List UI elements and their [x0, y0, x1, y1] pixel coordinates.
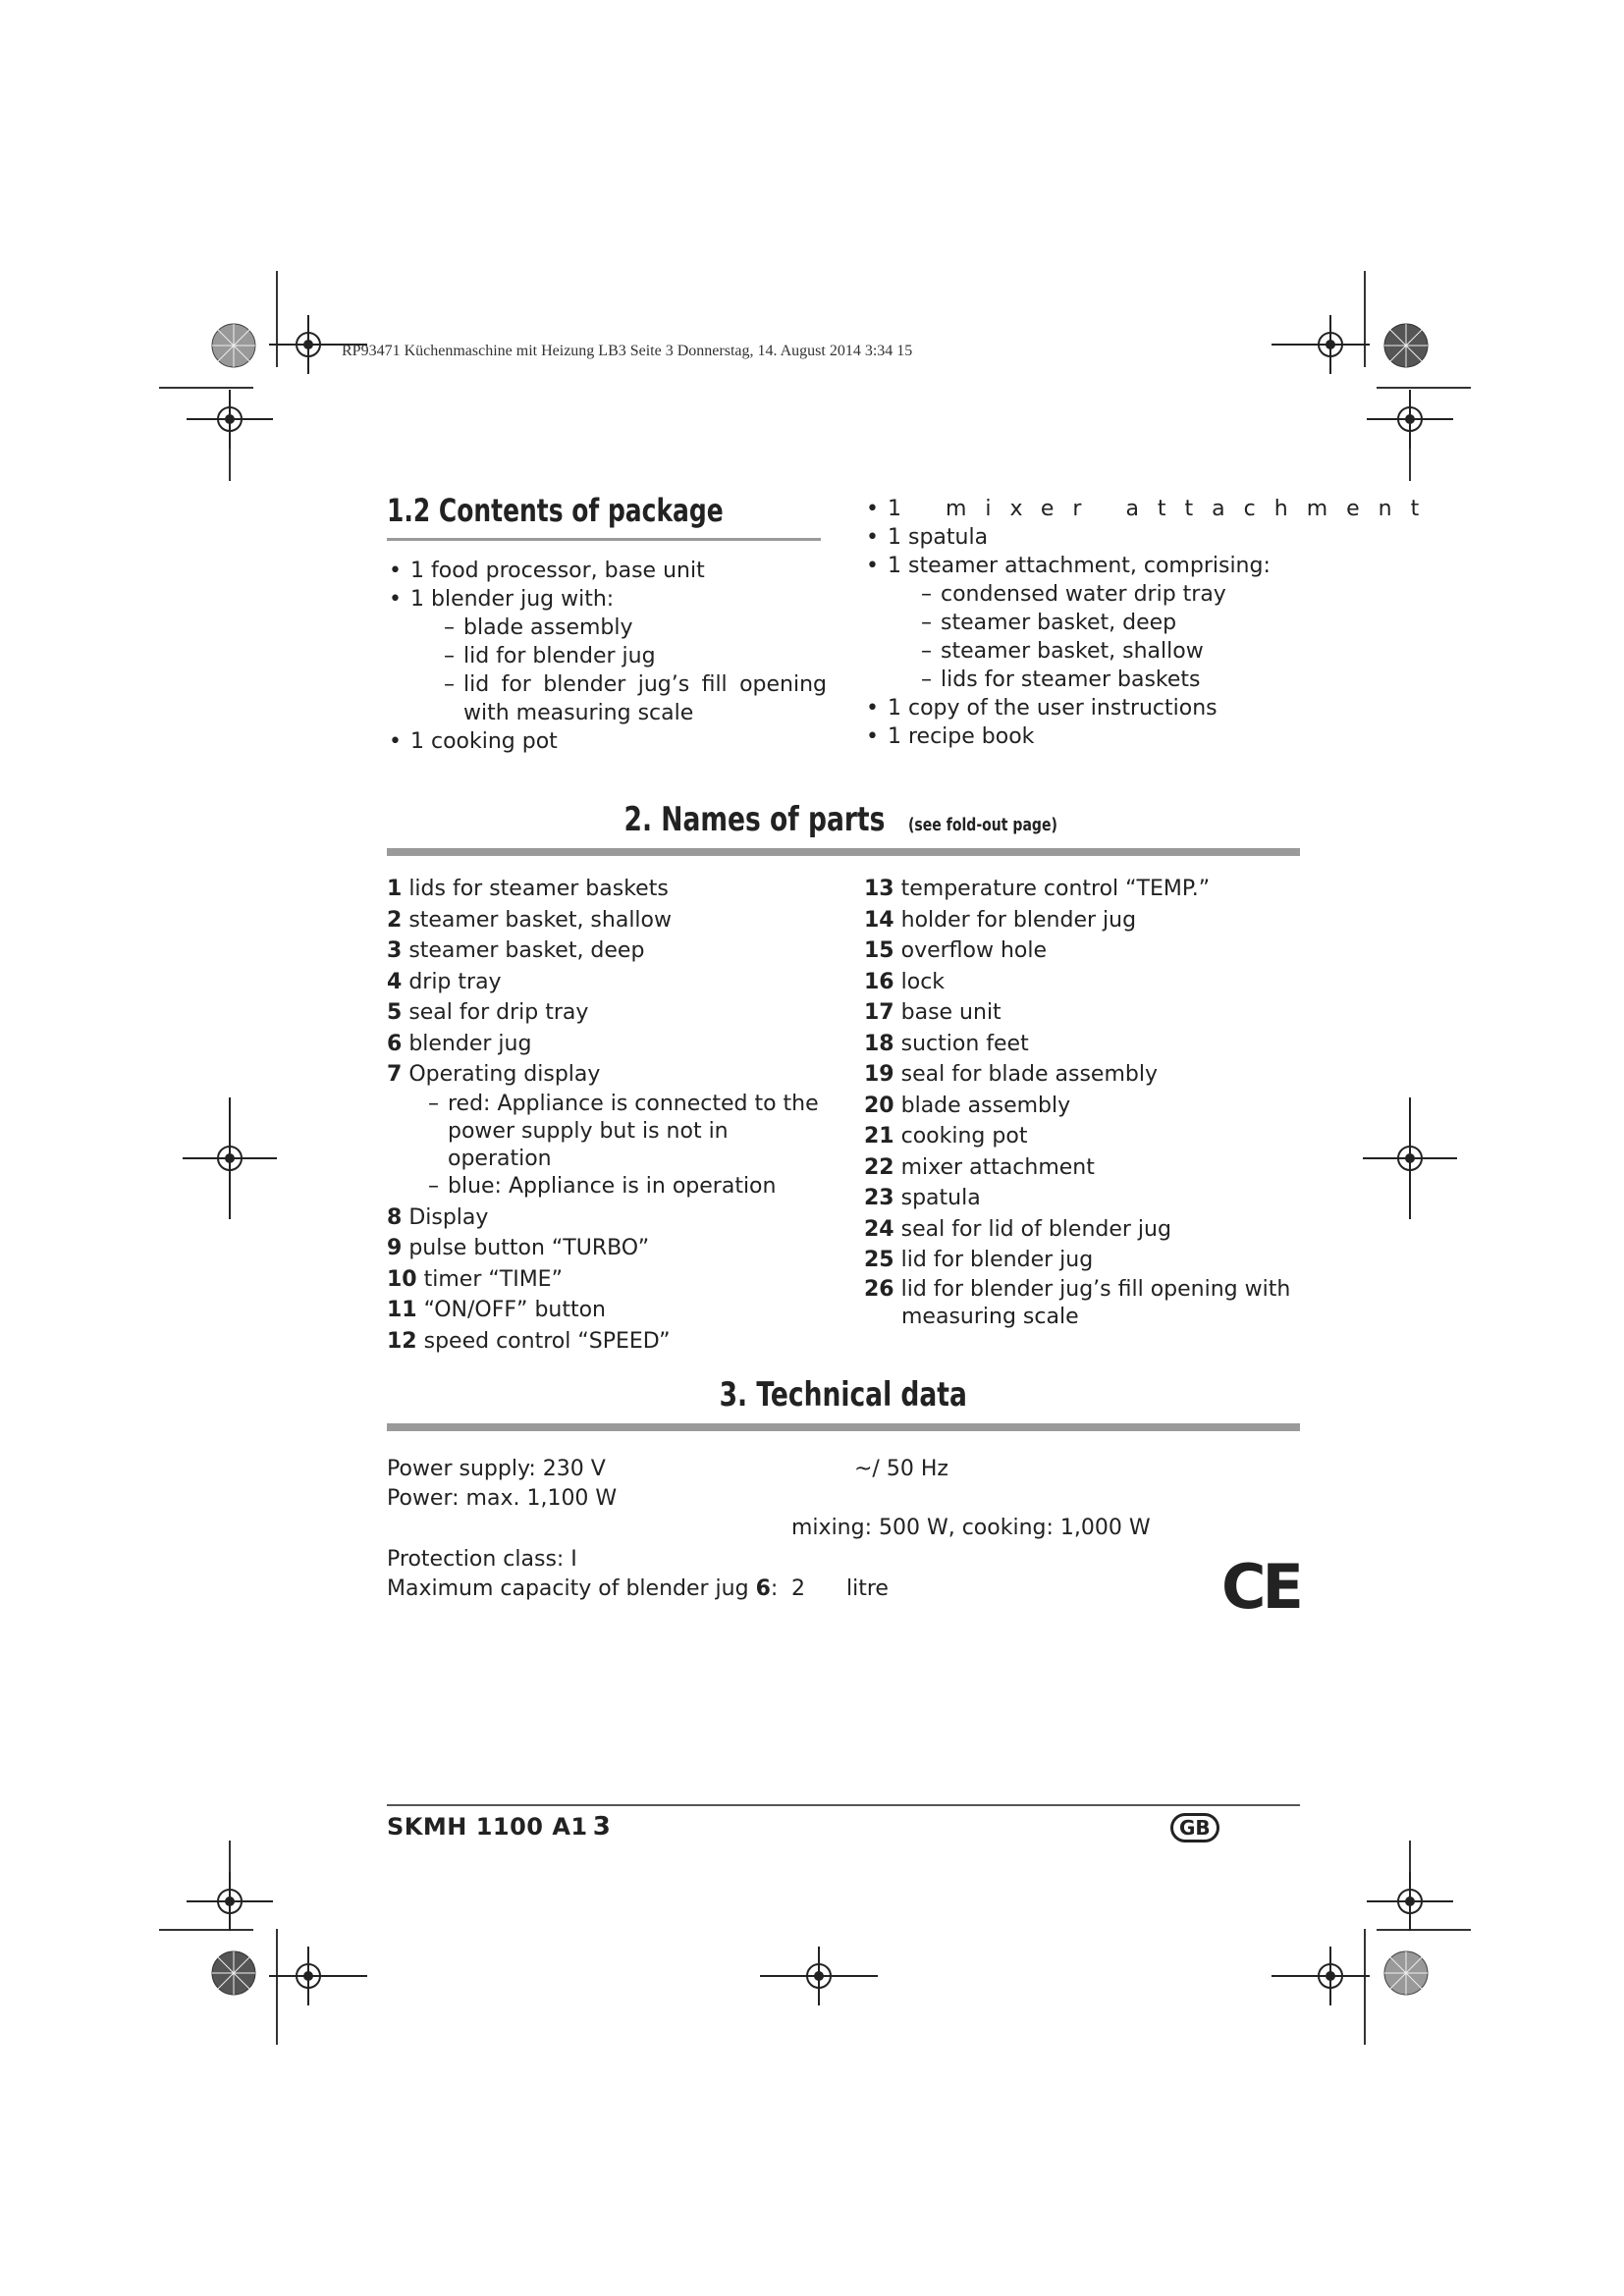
operating-display-states: [387, 1091, 829, 1202]
tech-heading-title: 3. Technical data: [719, 1375, 968, 1415]
part-number: 5: [387, 1000, 403, 1025]
part-entry: [864, 1276, 1306, 1331]
package-item-label: 1 recipe book: [888, 724, 1035, 749]
part-label: timer “TIME”: [423, 1266, 563, 1292]
part-label: “ON/OFF” button: [423, 1298, 607, 1322]
part-label: spatula: [900, 1186, 981, 1210]
capacity-ref: 6: [755, 1576, 771, 1601]
part-label: lock: [900, 969, 946, 994]
package-item: [387, 557, 827, 585]
contents-left-list: [387, 557, 827, 756]
display-state-item: – red: Appliance is connected to the power supply but is not in operation: [428, 1091, 829, 1173]
part-entry: [387, 935, 829, 967]
part-entry: [387, 1295, 829, 1326]
package-item-label: 1 copy of the user instructions: [888, 696, 1218, 721]
part-entry: [387, 1233, 829, 1264]
parts-heading: [387, 797, 1300, 848]
footer-rule: [387, 1804, 1300, 1806]
part-number: 20: [864, 1093, 894, 1118]
package-item: [864, 694, 1304, 722]
package-sub-item: – blade assembly: [444, 614, 827, 642]
part-number: 13: [864, 877, 894, 901]
package-item: [864, 722, 1304, 751]
package-sub-list: [410, 614, 827, 727]
part-number: 10: [387, 1266, 417, 1292]
package-item: [864, 523, 1304, 552]
part-number: 12: [387, 1328, 417, 1354]
package-sub-item: – lids for steamer baskets: [921, 666, 1304, 694]
part-entry: [387, 1326, 829, 1358]
part-entry: [864, 997, 1306, 1029]
package-item: [864, 495, 1438, 523]
tech-heading-rule: [387, 1423, 1300, 1431]
part-entry: [864, 1183, 1306, 1214]
part-number: 2: [387, 907, 403, 933]
part-label: speed control “SPEED”: [423, 1328, 671, 1354]
part-label: steamer basket, deep: [408, 938, 645, 963]
part-label: cooking pot: [900, 1124, 1028, 1148]
part-label: lid for blender jug’s fill opening with measuring scale: [900, 1276, 1291, 1329]
part-number: 24: [864, 1216, 894, 1242]
capacity-value: 2: [791, 1576, 805, 1601]
print-slug-header: RP93471 Küchenmaschine mit Heizung LB3 Seite 3 Donnerstag, 14. August 2014 3:34 15: [342, 343, 913, 359]
part-label: steamer basket, shallow: [408, 907, 672, 933]
part-label: seal for drip tray: [408, 1000, 589, 1025]
part-entry: [864, 1121, 1306, 1152]
part-number: 26: [864, 1276, 894, 1302]
part-label: blade assembly: [900, 1093, 1071, 1118]
parts-left-rest-list: [387, 1202, 829, 1358]
package-item: [864, 552, 1304, 694]
contents-heading-rule: [387, 538, 821, 541]
part-label: pulse button “TURBO”: [408, 1236, 650, 1260]
part-number: 16: [864, 969, 894, 994]
part-entry: [387, 1029, 829, 1060]
display-state-item: – blue: Appliance is in operation: [428, 1173, 829, 1201]
part-number: 19: [864, 1062, 894, 1087]
package-item: [387, 585, 827, 727]
part-entry: [387, 997, 829, 1029]
part-entry: [864, 905, 1306, 936]
parts-heading-title: 2. Names of parts: [623, 800, 886, 839]
part-entry: [387, 1202, 829, 1234]
part-number: 1: [387, 877, 403, 901]
part-entry: [387, 1264, 829, 1296]
footer-model: SKMH 1100 A1: [387, 1813, 588, 1841]
part-number: 3: [387, 938, 403, 963]
package-item-label: 1 mixer attachment: [888, 497, 1438, 521]
parts-right-column: [864, 874, 1306, 1331]
part-number: 17: [864, 1000, 894, 1025]
power-label: Power: max. 1,100 W: [387, 1486, 618, 1511]
part-label: holder for blender jug: [900, 907, 1137, 933]
package-sub-item: – steamer basket, shallow: [921, 637, 1304, 666]
package-item-label: 1 steamer attachment, comprising:: [888, 554, 1271, 578]
part-entry: [864, 1029, 1306, 1060]
part-number: 23: [864, 1186, 894, 1210]
part-number: 8: [387, 1204, 403, 1230]
package-sub-item: – steamer basket, deep: [921, 609, 1304, 637]
part-number: 22: [864, 1154, 894, 1180]
part-number: 14: [864, 907, 894, 933]
part-entry: [387, 874, 829, 905]
part-label: base unit: [900, 1000, 1001, 1025]
parts-left-list: [387, 874, 829, 1091]
parts-right-list: [864, 874, 1306, 1331]
part-number: 4: [387, 969, 403, 994]
part-number: 9: [387, 1236, 403, 1260]
part-entry: [864, 1059, 1306, 1091]
capacity-row: Maximum capacity of blender jug 6:: [387, 1576, 779, 1601]
footer-model-line: [387, 1812, 611, 1842]
part-label: drip tray: [408, 969, 502, 994]
part-label: Operating display: [408, 1062, 601, 1087]
package-item-label: 1 blender jug with:: [410, 587, 615, 612]
part-label: blender jug: [408, 1031, 532, 1056]
package-item-label: 1 cooking pot: [410, 729, 558, 754]
part-label: lid for blender jug: [900, 1248, 1094, 1272]
capacity-label: Maximum capacity of blender jug: [387, 1576, 749, 1601]
part-entry: [387, 967, 829, 998]
part-label: temperature control “TEMP.”: [900, 877, 1211, 901]
country-badge: GB: [1170, 1813, 1219, 1842]
part-label: seal for blade assembly: [900, 1062, 1158, 1087]
power-supply-frequency: ~/ 50 Hz: [854, 1457, 948, 1481]
part-entry: [864, 1214, 1306, 1246]
part-entry: [864, 1152, 1306, 1184]
part-entry: [387, 1059, 829, 1091]
part-entry: [864, 935, 1306, 967]
part-label: suction feet: [900, 1031, 1029, 1056]
part-entry: [864, 1091, 1306, 1122]
part-entry: [864, 967, 1306, 998]
package-sub-item: – lid for blender jug’s fill opening with measuring scale: [444, 670, 827, 727]
part-number: 21: [864, 1124, 894, 1148]
part-number: 11: [387, 1298, 417, 1322]
part-number: 18: [864, 1031, 894, 1056]
contents-heading: 1.2 Contents of package: [387, 492, 724, 529]
package-item-label: 1 spatula: [888, 525, 989, 550]
contents-right-list: [864, 495, 1438, 751]
protection-class: Protection class: I: [387, 1547, 577, 1572]
part-label: Display: [408, 1204, 489, 1230]
footer-page-number: 3: [592, 1812, 612, 1842]
package-item-label: 1 food processor, base unit: [410, 559, 705, 583]
parts-heading-note: (see fold-out page): [908, 815, 1057, 835]
parts-left-column: [387, 874, 829, 1357]
part-label: mixer attachment: [900, 1154, 1095, 1180]
parts-heading-rule: [387, 848, 1300, 856]
ce-mark: CE: [1221, 1551, 1300, 1623]
capacity-unit: litre: [846, 1576, 889, 1601]
part-entry: [387, 905, 829, 936]
power-detail: mixing: 500 W, cooking: 1,000 W: [791, 1516, 1151, 1540]
part-number: 6: [387, 1031, 403, 1056]
part-entry: [864, 1245, 1306, 1276]
part-entry: [864, 874, 1306, 905]
part-number: 25: [864, 1248, 894, 1272]
part-number: 15: [864, 938, 894, 963]
tech-heading: [387, 1372, 1300, 1417]
package-sub-list: [888, 580, 1304, 694]
part-label: lids for steamer baskets: [408, 877, 669, 901]
package-item: [387, 727, 827, 756]
part-label: seal for lid of blender jug: [900, 1216, 1171, 1242]
package-sub-item: – lid for blender jug: [444, 642, 827, 670]
part-label: overflow hole: [900, 938, 1048, 963]
part-number: 7: [387, 1062, 403, 1087]
power-supply-label: Power supply: 230 V: [387, 1457, 606, 1481]
package-sub-item: – condensed water drip tray: [921, 580, 1304, 609]
